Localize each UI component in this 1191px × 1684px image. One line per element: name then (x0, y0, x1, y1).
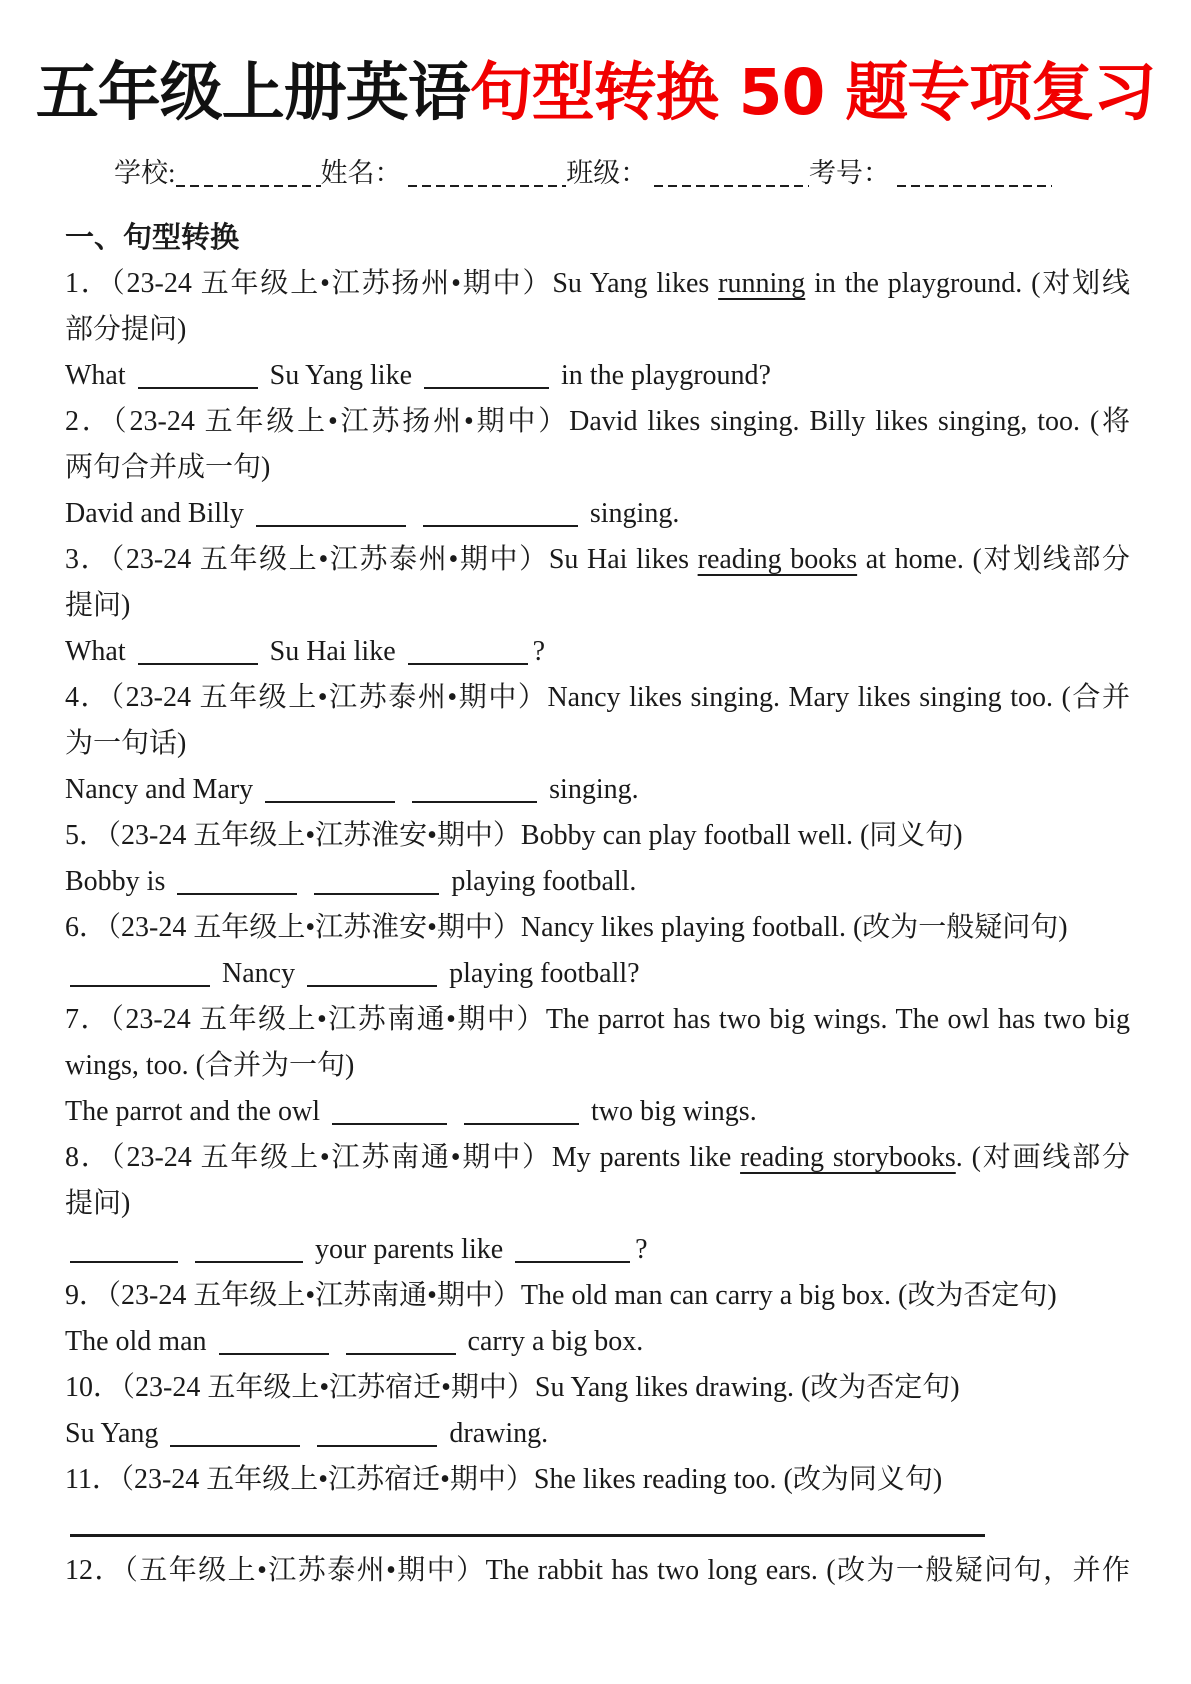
answer-blank (70, 955, 210, 987)
question-1-text-line-1 (65, 261, 1130, 307)
text-segment: David and Billy (65, 498, 251, 529)
text-segment: 9．（23-24 五年级上•江苏南通•期中）The old man can carry a big box. (改为否定句) (65, 1280, 1057, 1311)
text-segment (400, 774, 407, 805)
answer-blank (515, 1231, 630, 1263)
answer-blank (307, 955, 437, 987)
question-12-text-line-1 (65, 1548, 1130, 1594)
answer-blank (412, 771, 537, 803)
text-segment: 为一句话) (65, 728, 187, 759)
text-segment: wings, too. (合并为一句) (65, 1050, 355, 1081)
question-5-answer-line (65, 859, 1130, 905)
answer-blank (346, 1323, 456, 1355)
answer-blank (408, 633, 528, 665)
text-segment: Su Yang (65, 1418, 166, 1449)
text-segment: 提问) (65, 590, 131, 621)
question-4-text-line-1 (65, 675, 1130, 721)
question-7-answer-line (65, 1089, 1130, 1135)
answer-blank (464, 1093, 579, 1125)
question-6-answer-line (65, 951, 1130, 997)
student-field-label-0: 学校: (114, 158, 176, 188)
text-segment: playing football? (442, 958, 640, 989)
text-segment (305, 1418, 312, 1449)
answer-blank (138, 633, 258, 665)
question-11-text-line-1 (65, 1457, 1130, 1503)
text-segment (334, 1326, 341, 1357)
page-title-red-part: 句型转换 50 题专项复习 (469, 56, 1156, 129)
text-segment: ? (635, 1234, 648, 1265)
page-title-black-part: 五年级上册英语 (35, 56, 470, 129)
text-segment: 部分提问) (65, 314, 187, 345)
text-segment: 两句合并成一句) (65, 452, 271, 483)
question-8-text-line-1 (65, 1135, 1130, 1181)
text-segment: at home. (对划线部分 (857, 544, 1130, 575)
text-segment: 11．（23-24 五年级上•江苏宿迁•期中）She likes reading too. (改为同义句) (65, 1464, 943, 1495)
text-segment: ? (532, 636, 546, 667)
question-3-text-line-1 (65, 537, 1130, 583)
answer-blank (195, 1231, 303, 1263)
question-11-answer-rule (70, 1534, 985, 1537)
text-segment: 4．（23-24 五年级上•江苏泰州•期中）Nancy likes singing. Mary likes singing too. (合并 (65, 682, 1130, 713)
question-11-answer-spacer (65, 1503, 1130, 1534)
question-10-answer-line (65, 1411, 1130, 1457)
answer-blank (424, 357, 549, 389)
student-field-blank-0 (176, 160, 321, 187)
text-segment: 提问) (65, 1188, 131, 1219)
answer-blank (70, 1231, 178, 1263)
student-field-blank-1 (408, 160, 566, 187)
text-segment: singing. (542, 774, 639, 805)
text-segment: in the playground. (对划线 (805, 268, 1130, 299)
student-field-blank-2 (654, 160, 809, 187)
text-segment: What (65, 636, 133, 667)
answer-blank (170, 1415, 300, 1447)
answer-blank (317, 1415, 437, 1447)
answer-blank (332, 1093, 447, 1125)
text-segment: 3．（23-24 五年级上•江苏泰州•期中）Su Hai likes (65, 544, 698, 575)
text-segment: 12．（五年级上•江苏泰州•期中）The rabbit has two long ears. (改为一般疑问句，并作 (65, 1555, 1130, 1586)
question-7-text-line-1 (65, 997, 1130, 1043)
text-segment: Su Yang like (262, 360, 420, 391)
text-segment: carry a big box. (460, 1326, 644, 1357)
text-segment: 5．（23-24 五年级上•江苏淮安•期中）Bobby can play football well. (同义句) (65, 820, 963, 851)
answer-blank (314, 863, 439, 895)
text-segment: singing. (582, 498, 680, 529)
question-10-text-line-1 (65, 1365, 1130, 1411)
text-segment: 8．（23-24 五年级上•江苏南通•期中）My parents like (65, 1142, 741, 1173)
question-3-answer-line (65, 629, 1130, 675)
question-4-text-line-2 (65, 721, 1130, 767)
question-7-text-line-2 (65, 1043, 1130, 1089)
page-title (0, 50, 1191, 136)
text-segment: . (对画线部分 (955, 1142, 1130, 1173)
question-4-answer-line (65, 767, 1130, 813)
text-segment: two big wings. (584, 1096, 757, 1127)
answer-blank (265, 771, 395, 803)
question-9-text-line-1 (65, 1273, 1130, 1319)
text-segment (452, 1096, 459, 1127)
text-segment: What (65, 360, 133, 391)
text-segment: playing football. (444, 866, 637, 897)
text-segment: Su Hai like (262, 636, 403, 667)
document-body (65, 215, 1130, 1594)
section-heading: 一、句型转换 (65, 222, 240, 254)
question-9-answer-line (65, 1319, 1130, 1365)
text-segment: The parrot and the owl (65, 1096, 328, 1127)
answer-blank (219, 1323, 329, 1355)
question-1-answer-line (65, 353, 1130, 399)
question-2-text-line-1 (65, 399, 1130, 445)
answer-blank (177, 863, 297, 895)
question-2-answer-line (65, 491, 1130, 537)
question-2-text-line-2 (65, 445, 1130, 491)
question-5-text-line-1 (65, 813, 1130, 859)
text-segment: 6．（23-24 五年级上•江苏淮安•期中）Nancy likes playing football. (改为一般疑问句) (65, 912, 1068, 943)
question-3-text-line-2 (65, 583, 1130, 629)
underlined-phrase: reading storybooks (740, 1142, 956, 1173)
question-8-answer-line (65, 1227, 1130, 1273)
question-1-text-line-2 (65, 307, 1130, 353)
answer-blank (256, 495, 406, 527)
text-segment: Nancy and Mary (65, 774, 261, 805)
text-segment (411, 498, 418, 529)
text-segment: your parents like (308, 1234, 511, 1265)
student-field-label-2: 班级： (566, 158, 655, 188)
text-segment: Nancy (215, 958, 303, 989)
student-field-label-3: 考号： (809, 158, 897, 188)
text-segment: 10．（23-24 五年级上•江苏宿迁•期中）Su Yang likes drawing. (改为否定句) (65, 1372, 960, 1403)
text-segment (302, 866, 309, 897)
question-8-text-line-2 (65, 1181, 1130, 1227)
underlined-phrase: reading books (697, 544, 858, 575)
text-segment: The old man (65, 1326, 214, 1357)
text-segment: drawing. (442, 1418, 549, 1449)
student-field-blank-3 (897, 160, 1052, 187)
underlined-phrase: running (718, 268, 806, 299)
text-segment (183, 1234, 190, 1265)
text-segment: Bobby is (65, 866, 173, 897)
text-segment: in the playground? (554, 360, 771, 391)
answer-blank (423, 495, 578, 527)
text-segment: 1．（23-24 五年级上•江苏扬州•期中）Su Yang likes (65, 268, 719, 299)
student-field-label-1: 姓名： (320, 158, 409, 188)
text-segment: 2．（23-24 五年级上•江苏扬州•期中）David likes singing. Billy likes singing, too. (将 (65, 406, 1130, 437)
question-6-text-line-1 (65, 905, 1130, 951)
answer-blank (138, 357, 258, 389)
student-info-row (114, 156, 1134, 190)
text-segment: 7．（23-24 五年级上•江苏南通•期中）The parrot has two big wings. The owl has two big (65, 1004, 1130, 1035)
